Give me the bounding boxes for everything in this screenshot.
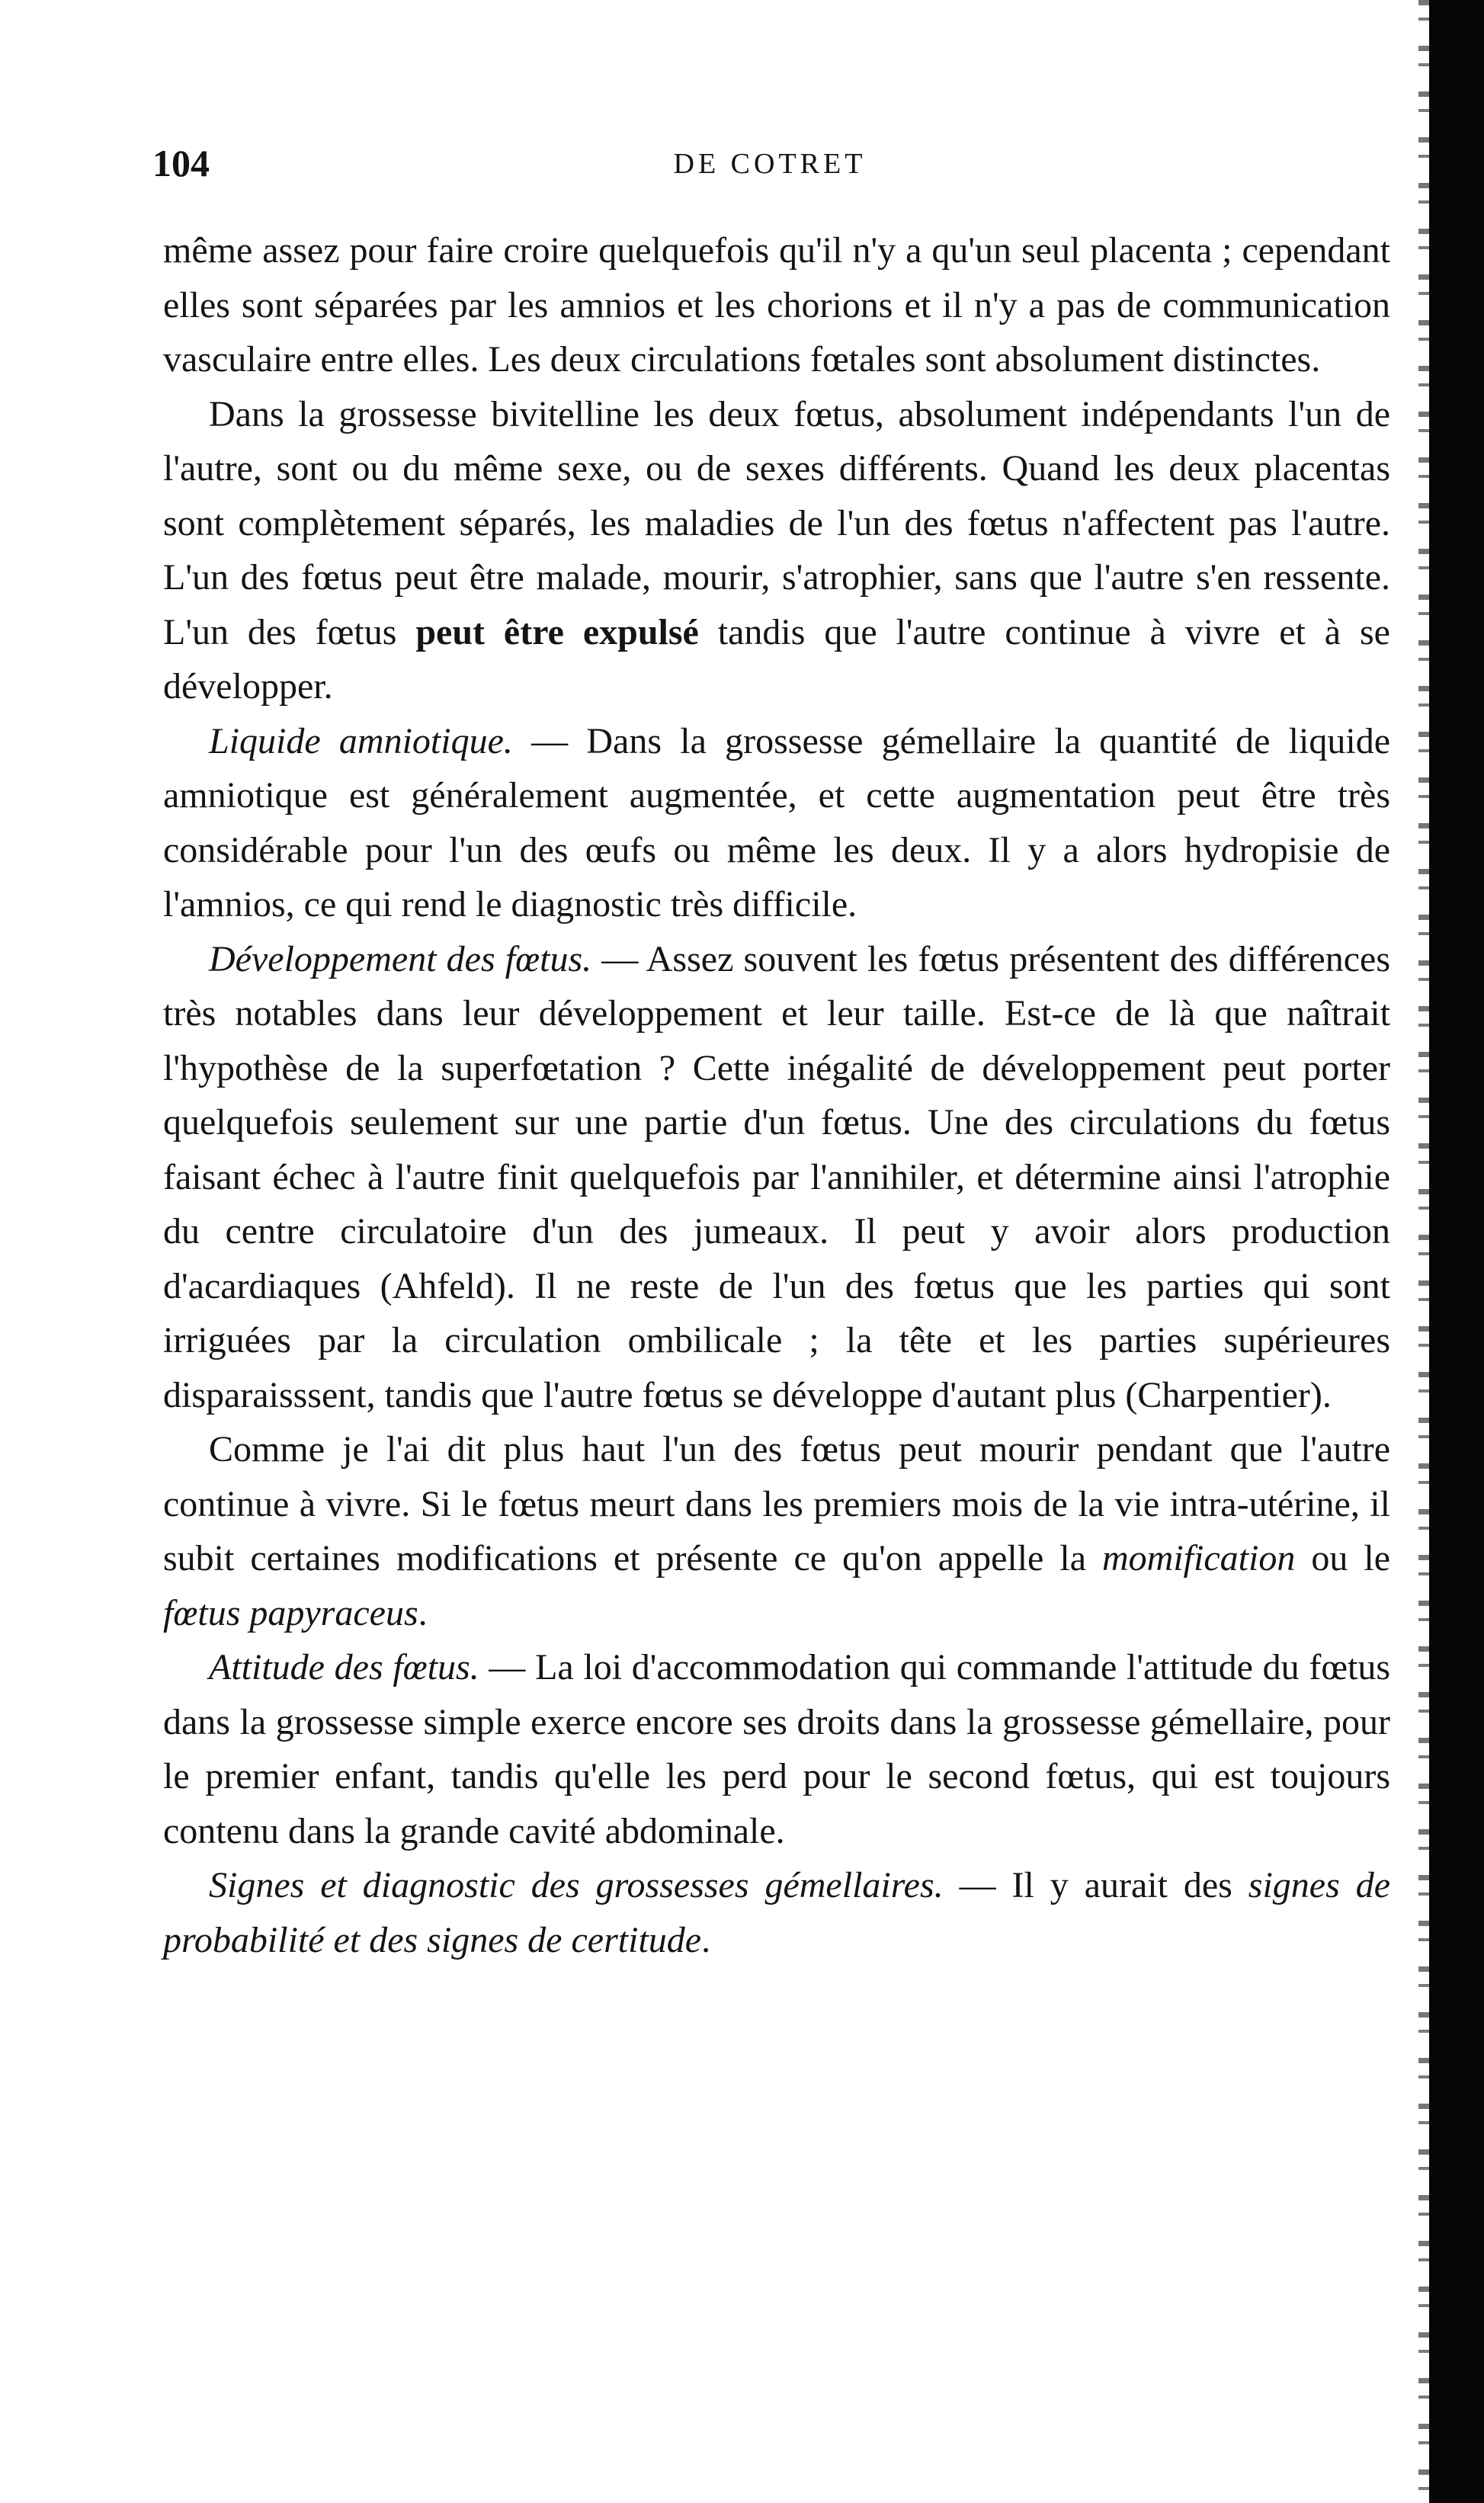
page-header <box>152 141 1387 194</box>
paragraph-continuation <box>163 223 1390 387</box>
paragraph-attitude <box>163 1640 1390 1858</box>
paragraph-momification <box>163 1422 1390 1640</box>
paragraph-italic-text: signes de probabilité et des signes de certitude <box>163 1865 1390 1960</box>
paragraph-bivitelline <box>163 387 1390 714</box>
paragraph-text: Comme je l'ai dit plus haut l'un des fœtus peut mourir pendant que l'autre continue à vivre. Si le fœtus meurt dans les premiers mois de la vie intra-utérine, il subit certaines modifications et présente ce qu'on appelle la <box>163 1429 1390 1578</box>
paragraph-text: Dans la grossesse bivitelline les deux fœtus, absolument indépendants l'un de l'autre, sont ou du même sexe, ou de sexes différents. Quand les deux placentas sont complètement séparés, les maladies de l'un des fœtus n'affectent pas l'autre. L'un des fœtus peut être malade, mourir, s'atrophier, sans que l'autre s'en ressente. L'un des fœtus <box>163 393 1390 652</box>
section-heading: Liquide amniotique. <box>209 720 513 761</box>
paragraph-text: — Il y aurait des <box>943 1865 1248 1905</box>
paragraph-text: — Dans la grossesse gémellaire la quantité de liquide amniotique est généralement augmentée, et cette augmentation peut être très considérable pour l'un des œufs ou même les deux. Il y a alors hydropisie de l'amnios, ce qui rend le diagnostic très difficile. <box>163 720 1390 925</box>
paragraph-text-tail: . <box>418 1592 428 1633</box>
paragraph-italic-text: fœtus papyraceus <box>163 1592 418 1633</box>
paragraph-italic-text: momification <box>1102 1538 1296 1578</box>
paragraph-text: — La loi d'accommodation qui commande l'attitude du fœtus dans la grossesse simple exerce encore ses droits dans la grossesse gémellaire, pour le premier enfant, tandis qu'elle les perd pour le second fœtus, qui est toujours contenu dans la grande cavité abdominale. <box>163 1647 1391 1851</box>
body-text <box>163 223 1390 1967</box>
section-heading: Signes et diagnostic des grossesses gémellaires. <box>209 1865 944 1905</box>
running-head: DE COTRET <box>673 148 867 180</box>
paragraph-text: même assez pour faire croire quelquefois qu'il n'y a qu'un seul placenta ; cependant elles sont séparées par les amnios et les chorions et il n'y a pas de communication vasculaire entre elles. Les deux circulations fœtales sont absolument distinctes. <box>163 230 1390 380</box>
paragraph-developpement <box>163 932 1390 1423</box>
paragraph-text-tail: . <box>701 1919 711 1960</box>
paragraph-text-tail: tandis que l'autre continue à vivre et à se développer. <box>163 611 1390 707</box>
binding-edge-fray <box>1418 0 1429 2503</box>
section-heading: Attitude des fœtus. <box>209 1647 479 1687</box>
paragraph-text: — Assez souvent les fœtus présentent des différences très notables dans leur développement et leur taille. Est-ce de là que naîtrait l'hypothèse de la superfœtation ? Cette inégalité de développement peut porter quelquefois seulement sur une partie d'un fœtus. Une des circulations du fœtus faisant échec à l'autre finit quelquefois par l'annihiler, et détermine ainsi l'atrophie du centre circulatoire d'un des jumeaux. Il peut y avoir alors production d'acardiaques (Ahfeld). Il ne reste de l'un des fœtus que les parties qui sont irriguées par la circulation ombilicale ; la tête et les parties supérieures disparaisssent, tandis que l'autre fœtus se développe d'autant plus (Charpentier). <box>163 938 1391 1415</box>
paragraph-bold-text: peut être expulsé <box>415 611 699 652</box>
section-heading: Développement des fœtus. <box>209 938 592 979</box>
binding-edge <box>1429 0 1484 2503</box>
paragraph-signes <box>163 1858 1390 1967</box>
paragraph-text-mid: ou le <box>1295 1538 1390 1578</box>
page-number: 104 <box>152 142 210 184</box>
paragraph-liquide-amniotique <box>163 714 1390 932</box>
